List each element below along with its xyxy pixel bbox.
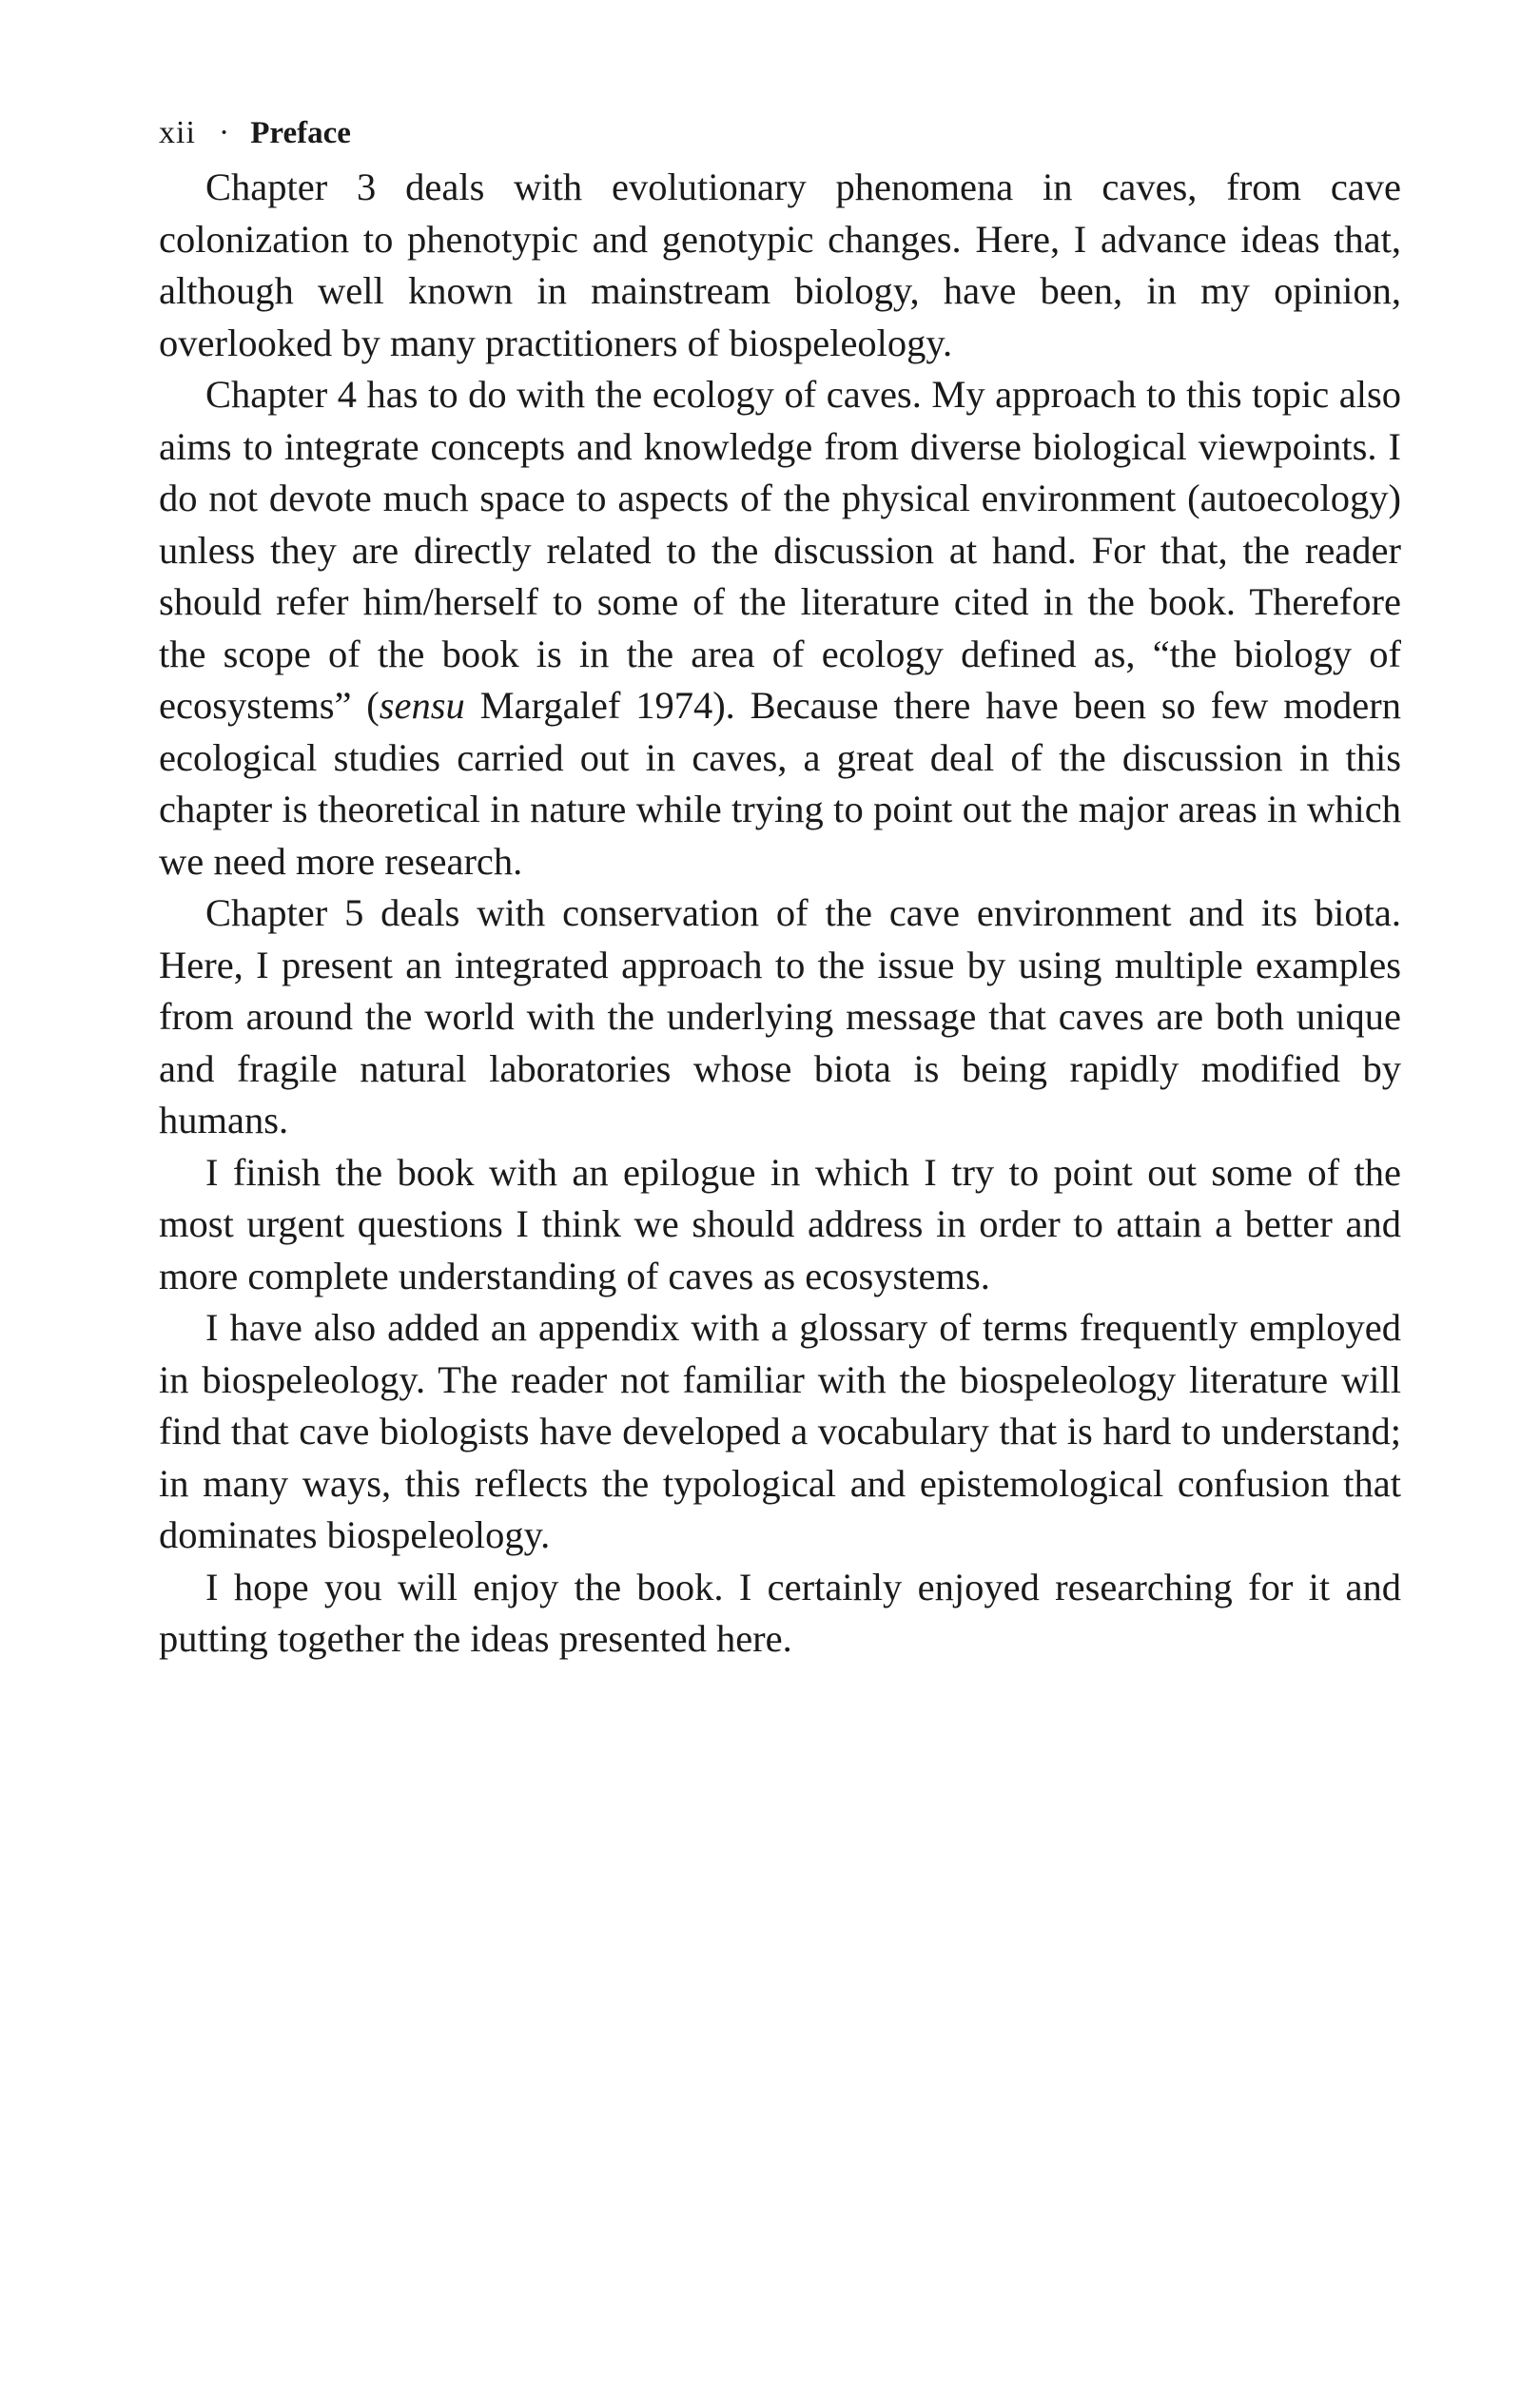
- section-title: Preface: [250, 116, 351, 150]
- italic-term: sensu: [379, 684, 465, 727]
- book-page: [159, 105, 1401, 1666]
- running-head: [159, 105, 1401, 162]
- paragraph-closing: I hope you will enjoy the book. I certainly enjoyed researching for it and putting together the ideas presented here.: [159, 1565, 1401, 1660]
- paragraph-chapter-3: Chapter 3 deals with evolutionary phenomena in caves, from cave colonization to phenotypic and genotypic changes. Here, I advance ideas that, although well known in mainstream biology, have been, in my opinion, overlooked by many practitioners of biospeleology.: [159, 166, 1401, 364]
- paragraph-chapter-5: Chapter 5 deals with conservation of the cave environment and its biota. Here, I present an integrated approach to the issue by using multiple examples from around the world with the underlying message that caves are both unique and fragile natural laboratories whose biota is being rapidly modified by humans.: [159, 891, 1401, 1141]
- paragraph-chapter-4: [159, 369, 1401, 887]
- header-separator: ·: [218, 115, 230, 150]
- paragraph-chapter-4-text: Chapter 4 has to do with the ecology of caves. My approach to this topic also aims to integrate concepts and knowledge from diverse biological viewpoints. I do not devote much space to aspects of the physical environment (autoecology) unless they are directly related to the discussion at hand. For that, the reader should refer him/herself to some of the literature cited in the book. Therefore the scope of the book is in the area of ecology defined as, “the biology of ecosystems” (: [159, 373, 1401, 727]
- paragraph-epilogue: I finish the book with an epilogue in which I try to point out some of the most urgent questions I think we should address in order to attain a better and more complete understanding of caves as ecosystems.: [159, 1150, 1401, 1297]
- page-number: xii: [159, 115, 196, 150]
- paragraph-chapter-4-text-continued: Margalef 1974). Because there have been so few modern ecological studies carried out in caves, a great deal of the discussion in this chapter is theoretical in nature while trying to point out the major areas in which we need more research.: [159, 684, 1401, 883]
- paragraph-appendix: I have also added an appendix with a glossary of terms frequently employed in biospeleology. The reader not familiar with the biospeleology literature will find that cave biologists have developed a vocabulary that is hard to understand; in many ways, this reflects the typological and epistemological confusion that dominates biospeleology.: [159, 1306, 1401, 1556]
